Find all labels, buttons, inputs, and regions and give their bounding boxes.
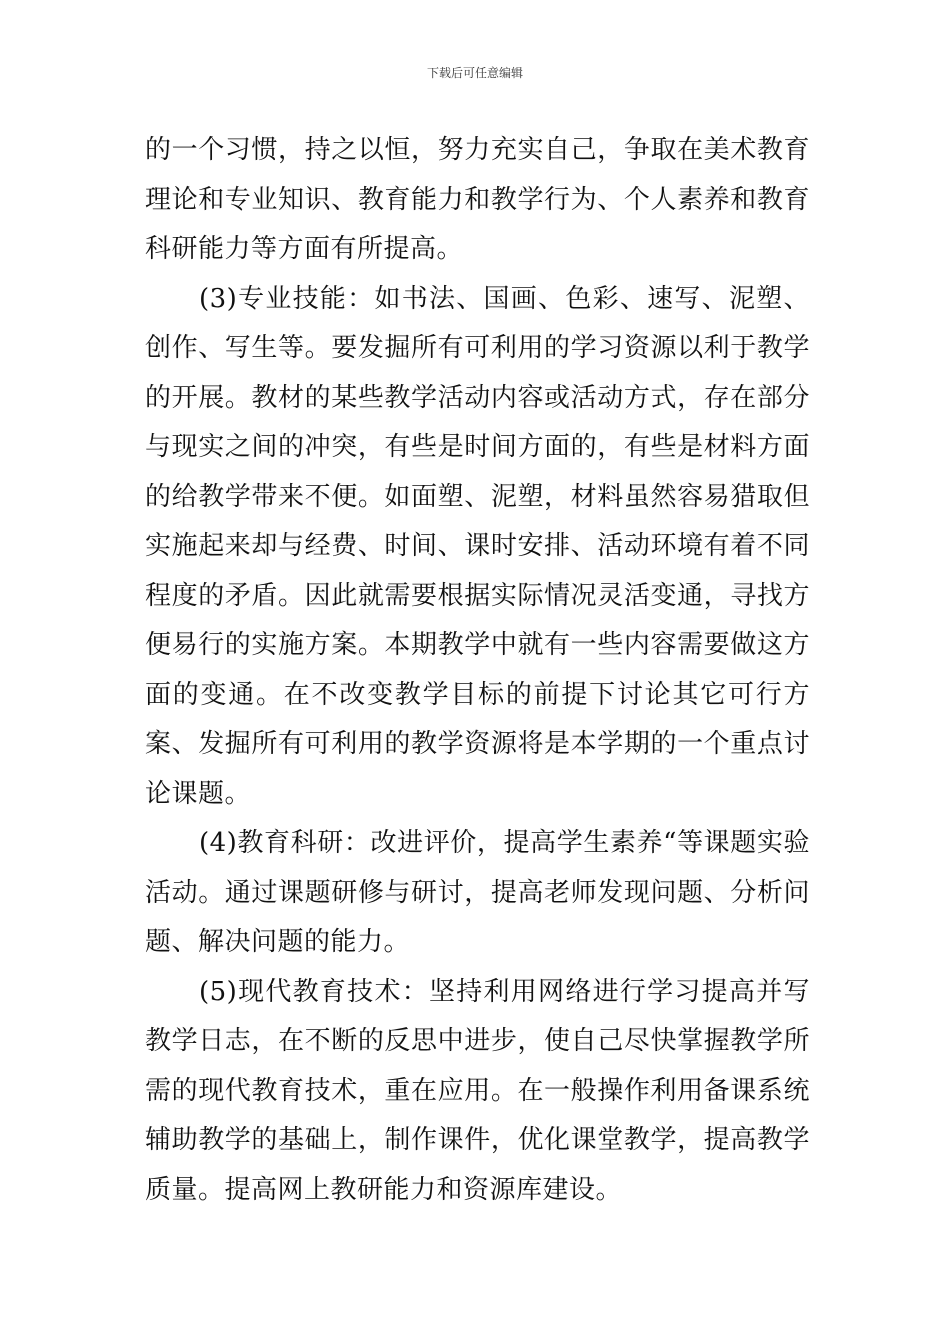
paragraph-education-research: (4)教育科研：改进评价，提高学生素养“等课题实验活动。通过课题研修与研讨，提高老师发现问题、分析问题、解决问题的能力。	[145, 828, 810, 957]
page-header: 下载后可任意编辑	[426, 66, 523, 80]
paragraph-modern-education-technology: (5)现代教育技术：坚持利用网络进行学习提高并写教学日志，在不断的反思中进步，使自己尽快掌握教学所需的现代教育技术，重在应用。在一般操作利用备课系统辅助教学的基础上，制作课件，优化课堂教学，提高教学质量。提高网上教研能力和资源库建设。	[145, 976, 810, 1205]
document-body	[145, 126, 810, 1215]
paragraph-continuation: 的一个习惯，持之以恒，努力充实自己，争取在美术教育理论和专业知识、教育能力和教学行为、个人素养和教育科研能力等方面有所提高。	[145, 135, 810, 264]
paragraph-professional-skills: (3)专业技能：如书法、国画、色彩、速写、泥塑、创作、写生等。要发掘所有可利用的学习资源以利于教学的开展。教材的某些教学活动内容或活动方式，存在部分与现实之间的冲突，有些是时间方面的，有些是材料方面的给教学带来不便。如面塑、泥塑，材料虽然容易猎取但实施起来却与经费、时间、课时安排、活动环境有着不同程度的矛盾。因此就需要根据实际情况灵活变通，寻找方便易行的实施方案。本期教学中就有一些内容需要做这方面的变通。在不改变教学目标的前提下讨论其它可行方案、发掘所有可利用的教学资源将是本学期的一个重点讨论课题。	[145, 283, 810, 809]
